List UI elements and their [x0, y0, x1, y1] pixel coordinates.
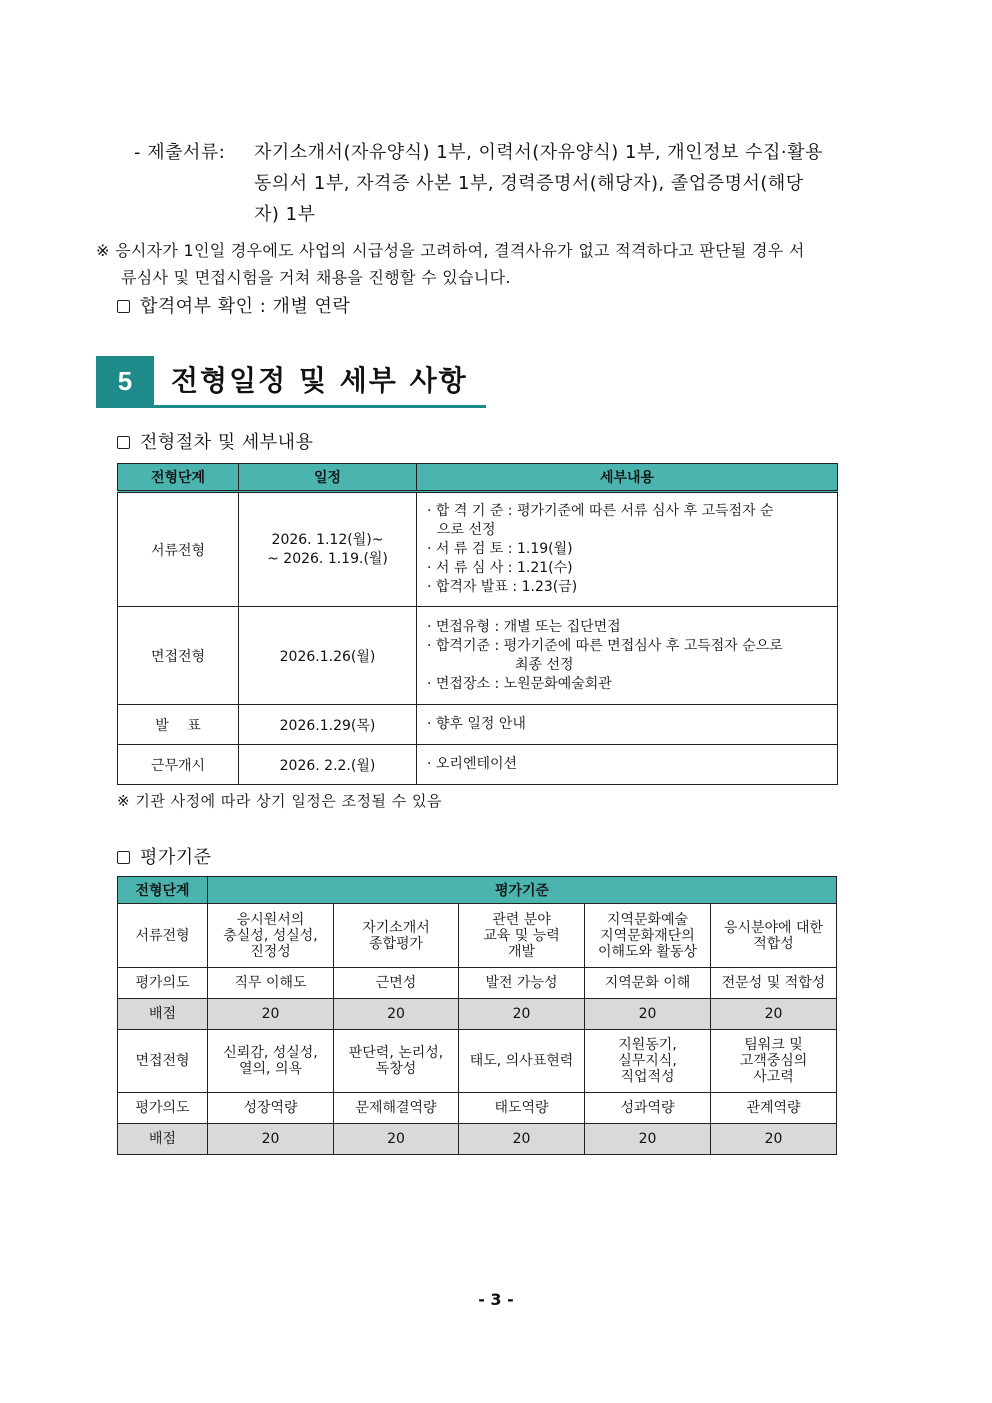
detail-line: · 면접장소 : 노원문화예술회관 [427, 675, 612, 692]
score-cell: 20 [334, 999, 459, 1030]
detail-line: · 면접유형 : 개별 또는 집단면접 [427, 618, 621, 635]
stage-cell: 근무개시 [118, 745, 239, 785]
score-cell: 20 [711, 1124, 837, 1155]
submission-label: - 제출서류: [134, 142, 226, 163]
intent-label-cell: 평가의도 [118, 968, 208, 999]
intent-cell: 관계역량 [711, 1093, 837, 1124]
score-cell: 20 [208, 999, 334, 1030]
detail-line: · 서 류 검 토 : 1.19(월) [427, 541, 573, 557]
header-detail: 세부내용 [417, 464, 838, 492]
item-line: 종합평가 [368, 935, 424, 952]
notice-line-2: 류심사 및 면접시험을 거쳐 채용을 진행할 수 있습니다. [121, 268, 511, 287]
criteria-heading-text: 평가기준 [140, 847, 212, 868]
criteria-item-cell [459, 904, 585, 968]
header-date: 일정 [239, 464, 417, 492]
item-line: 지역문화재단의 [600, 927, 695, 944]
item-line: 진정성 [250, 943, 291, 960]
intent-label-cell: 평가의도 [118, 1093, 208, 1124]
score-cell: 20 [585, 1124, 711, 1155]
item-line: 개발 [507, 943, 536, 960]
score-label-cell: 배점 [118, 1124, 208, 1155]
item-line: 팀워크 및 [744, 1037, 803, 1053]
intent-cell: 태도역량 [459, 1093, 585, 1124]
notice-line-1: ※ 응시자가 1인일 경우에도 사업의 시급성을 고려하여, 결격사유가 없고 적격하다고 판단될 경우 서 [96, 241, 805, 260]
intent-cell: 성과역량 [585, 1093, 711, 1124]
table-row [118, 1124, 837, 1155]
item-line: 관련 분야 [492, 911, 551, 928]
item-line: 응시원서의 [236, 911, 305, 928]
item-line: 실무지식, [618, 1053, 677, 1069]
date-line: 2026. 1.12(월)~ [271, 531, 384, 548]
detail-cell: · 오리엔테이션 [417, 745, 838, 785]
procedure-heading [117, 427, 313, 458]
intent-cell: 문제해결역량 [334, 1093, 459, 1124]
checkbox-icon [117, 300, 130, 313]
section-number: 5 [96, 356, 154, 406]
procedure-note: ※ 기관 사정에 따라 상기 일정은 조정될 수 있음 [117, 792, 443, 810]
stage-cell: 서류전형 [118, 492, 239, 607]
item-line: 응시분야에 대한 [723, 919, 824, 936]
item-line: 충실성, 성실성, [223, 927, 318, 944]
criteria-item-cell [585, 904, 711, 968]
doc-stage-cell: 서류전형 [118, 904, 208, 968]
score-cell: 20 [459, 1124, 585, 1155]
interview-stage-cell: 면접전형 [118, 1030, 208, 1093]
item-line: 지원동기, [618, 1037, 677, 1053]
item-line: 신뢰감, 성실성, [223, 1045, 318, 1061]
result-check-text: 합격여부 확인 : 개별 연락 [140, 296, 351, 317]
header-stage: 전형단계 [118, 877, 208, 904]
page-number: - 3 - [478, 1290, 514, 1309]
table-row [118, 745, 838, 785]
criteria-item-cell [711, 904, 837, 968]
date-cell [239, 492, 417, 607]
detail-line: 으로 선정 [437, 522, 496, 538]
date-cell: 2026.1.26(월) [239, 607, 417, 705]
table-row [118, 999, 837, 1030]
item-line: 직업적성 [620, 1069, 675, 1085]
item-line: 지역문화예술 [606, 911, 689, 928]
table-row [118, 607, 838, 705]
item-line: 태도, 의사표현력 [469, 1053, 574, 1069]
score-label-cell: 배점 [118, 999, 208, 1030]
item-line: 교육 및 능력 [483, 927, 560, 944]
header-criteria: 평가기준 [208, 877, 837, 904]
criteria-item-cell [208, 904, 334, 968]
criteria-item-cell [459, 1030, 585, 1093]
detail-line: · 합격자 발표 : 1.23(금) [427, 579, 578, 595]
item-line: 사고력 [753, 1069, 794, 1085]
item-line: 판단력, 논리성, [348, 1045, 444, 1061]
score-cell: 20 [459, 999, 585, 1030]
item-line: 적합성 [753, 935, 794, 952]
item-line: 고객중심의 [739, 1053, 808, 1069]
checkbox-icon [117, 851, 130, 864]
header-stage: 전형단계 [118, 464, 239, 492]
detail-cell [417, 492, 838, 607]
intent-cell: 성장역량 [208, 1093, 334, 1124]
intent-cell: 근면성 [334, 968, 459, 999]
submission-line-2: 동의서 1부, 자격증 사본 1부, 경력증명서(해당자), 졸업증명서(해당 [254, 173, 804, 194]
intent-cell: 지역문화 이해 [585, 968, 711, 999]
submission-line-3: 자) 1부 [254, 204, 316, 225]
stage-cell: 발 표 [118, 705, 239, 745]
item-line: 이해도와 활동상 [597, 943, 698, 960]
criteria-item-cell [208, 1030, 334, 1093]
criteria-heading [117, 842, 212, 873]
date-cell: 2026. 2.2.(월) [239, 745, 417, 785]
procedure-header-row [118, 464, 838, 492]
table-row [118, 1030, 837, 1093]
criteria-item-cell [711, 1030, 837, 1093]
item-line: 열의, 의욕 [239, 1061, 302, 1077]
procedure-heading-text: 전형절차 및 세부내용 [140, 432, 314, 453]
item-line: 독창성 [375, 1061, 417, 1077]
date-cell: 2026.1.29(목) [239, 705, 417, 745]
score-cell: 20 [585, 999, 711, 1030]
section-title: 전형일정 및 세부 사항 [171, 364, 468, 397]
table-row [118, 705, 838, 745]
submission-line-1: 자기소개서(자유양식) 1부, 이력서(자유양식) 1부, 개인정보 수집·활용 [254, 142, 823, 163]
criteria-item-cell [585, 1030, 711, 1093]
criteria-item-cell [334, 1030, 459, 1093]
intent-cell: 발전 가능성 [459, 968, 585, 999]
detail-line: · 서 류 심 사 : 1.21(수) [427, 560, 573, 576]
item-line: 자기소개서 [362, 919, 430, 936]
criteria-item-cell [334, 904, 459, 968]
procedure-table [117, 463, 838, 785]
criteria-header-row [118, 877, 837, 904]
criteria-table [117, 876, 837, 1155]
table-row [118, 1093, 837, 1124]
detail-line: · 합격기준 : 평가기준에 따른 면접심사 후 고득점자 순으로 [427, 637, 783, 654]
detail-cell: · 향후 일정 안내 [417, 705, 838, 745]
checkbox-icon [117, 436, 130, 449]
score-cell: 20 [208, 1124, 334, 1155]
table-row [118, 968, 837, 999]
score-cell: 20 [334, 1124, 459, 1155]
detail-line: · 합 격 기 준 : 평가기준에 따른 서류 심사 후 고득점자 순 [427, 503, 774, 519]
table-row [118, 904, 837, 968]
stage-cell: 면접전형 [118, 607, 239, 705]
result-check [117, 291, 350, 322]
date-line: ~ 2026. 1.19.(월) [267, 550, 388, 567]
detail-cell [417, 607, 838, 705]
score-cell: 20 [711, 999, 837, 1030]
intent-cell: 직무 이해도 [208, 968, 334, 999]
intent-cell: 전문성 및 적합성 [711, 968, 837, 999]
table-row [118, 492, 838, 607]
section-underline [96, 405, 486, 408]
detail-line: 최종 선정 [515, 656, 574, 673]
